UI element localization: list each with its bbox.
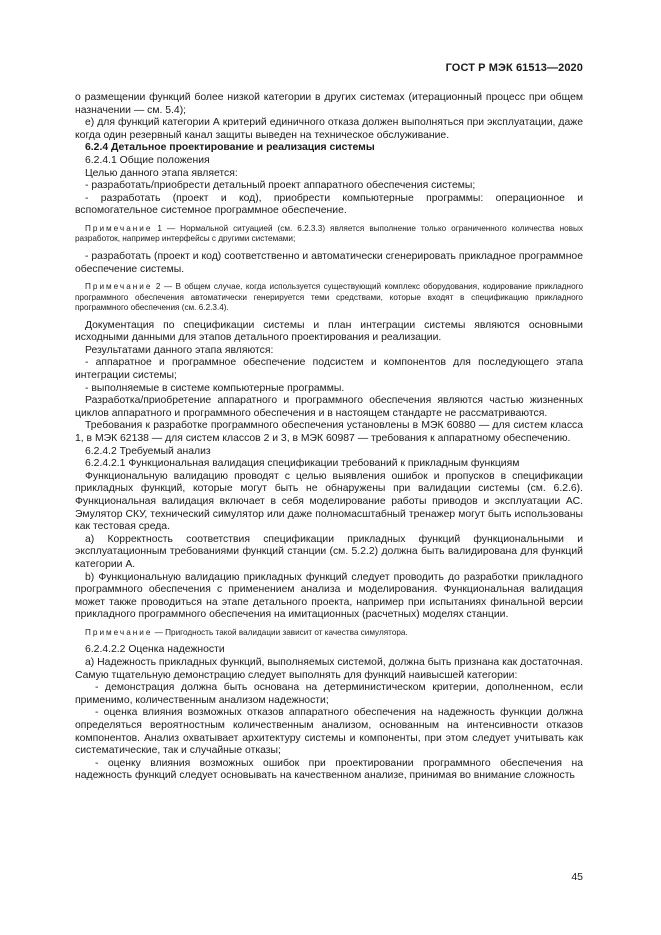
paragraph: e) для функций категории А критерий единичного отказа должен выполняться при эксплуатации, даже когда один резервный канал защиты выведен на техническое обслуживание. <box>75 117 583 141</box>
list-item: - разработать/приобрести детальный проект аппаратного обеспечения системы; <box>85 180 476 192</box>
paragraph: Требования к разработке программного обеспечения установлены в МЭК 60880 — для систем класса 1, в МЭК 62138 — для систем классов 2 и 3, в МЭК 60987 — требования к аппаратному обеспечению. <box>75 420 583 444</box>
note-number: 1 <box>157 223 162 233</box>
note-2 <box>75 282 583 314</box>
note-1 <box>75 224 583 245</box>
note-label: Примечание <box>85 627 153 637</box>
subsection-heading: 6.2.4.2.1 Функциональная валидация спецификации требований к прикладным функциям <box>85 458 520 470</box>
list-item: - выполняемые в системе компьютерные программы. <box>85 382 345 394</box>
note-label: Примечание <box>85 282 153 292</box>
paragraph: b) Функциональную валидацию прикладных функций следует проводить до разработки прикладного программного обеспечения с применением анализа и моделирования. Функциональная валидация может также проводиться на этапе детального проекта, например при испытаниях финальной версии прикладного программного обеспечения на имитационных (расчетных) моделях станции. <box>75 571 583 621</box>
page-number: 45 <box>571 871 583 883</box>
note-text: 2 — В общем случае, когда используется существующий комплекс оборудования, кодирование прикладного программного обеспечения автоматически генерируется теми средствами, которые входят в спецификацию прикладного программного обеспечения (см. 6.2.3.4). <box>75 282 583 313</box>
subsection-heading: 6.2.4.2.2 Оценка надежности <box>85 644 225 656</box>
note-text: — Пригодность такой валидации зависит от качества симулятора. <box>154 627 408 637</box>
subsection-heading: 6.2.4.1 Общие положения <box>85 154 210 166</box>
section-heading: 6.2.4 Детальное проектирование и реализация системы <box>85 142 375 154</box>
list-item: - оценку влияния возможных ошибок при проектировании программного обеспечения на надежность функций следует основывать на качественном анализе, принимая во внимание сложность <box>75 757 583 782</box>
page-body <box>75 92 583 783</box>
paragraph: Документация по спецификации системы и план интеграции системы являются основными исходными данными для этапов детального проектирования и реализации. <box>75 319 583 344</box>
standard-header: ГОСТ Р МЭК 61513—2020 <box>445 62 583 74</box>
paragraph: Разработка/приобретение аппаратного и программного обеспечения являются частью жизненных циклов аппаратного и программного обеспечения и в настоящем стандарте не рассматриваются. <box>75 395 583 419</box>
paragraph: a) Надежность прикладных функций, выполняемых системой, должна быть признана как достаточная. Самую тщательную демонстрацию следует выполнять для функций наивысшей категории: <box>75 656 583 681</box>
list-item: - разработать (проект и код), приобрести компьютерные программы: операционное и вспомогательное системное программное обеспечение. <box>75 192 583 217</box>
note-text: — Нормальной ситуацией (см. 6.2.3.3) является выполнение только ограниченного количества новых разработок, например интерфейсы с другими системами; <box>75 223 583 244</box>
paragraph: Функциональную валидацию проводят с целью выявления ошибок и пропусков в спецификации прикладных функций, которые могут быть не обнаружены при валидации системы (см. 6.2.6). Функциональная валидация включает в себя моделирование работы приводов и эксплуатации АС. Эмулятор СКУ, технический симулятор или даже полномасштабный тренажер могут быть использованы как тестовая среда. <box>75 470 583 533</box>
list-item: - разработать (проект и код) соответственно и автоматически сгенерировать прикладное программное обеспечение системы. <box>75 250 583 275</box>
subsection-heading: 6.2.4.2 Требуемый анализ <box>85 445 211 457</box>
paragraph: Результатами данного этапа являются: <box>85 344 274 356</box>
list-item: - оценка влияния возможных отказов аппаратного обеспечения на надежность функции должна определяться вероятностным количественным анализом, основанным на интенсивности отказов компонентов. Анализ охватывает архитектуру системы и компоненты, при этом следует учитывать как систематические, так и случайные отказы; <box>75 707 583 757</box>
paragraph: a) Корректность соответствия спецификации прикладных функций функциональными и эксплуатационным требованиями функций станции (см. 5.2.2) должна быть валидирована для функций категории А. <box>75 533 583 570</box>
paragraph: Целью данного этапа является: <box>85 167 238 179</box>
list-item: - демонстрация должна быть основана на детерминистическом критерии, дополненном, если применимо, количественным анализом надежности; <box>75 682 583 706</box>
note-label: Примечание <box>85 223 153 233</box>
note-3 <box>75 628 583 639</box>
paragraph: о размещении функций более низкой категории в других системах (итерационный процесс при общем назначении — см. 5.4); <box>75 92 583 116</box>
list-item: - аппаратное и программное обеспечение подсистем и компонентов для последующего этапа интеграции системы; <box>75 357 583 381</box>
